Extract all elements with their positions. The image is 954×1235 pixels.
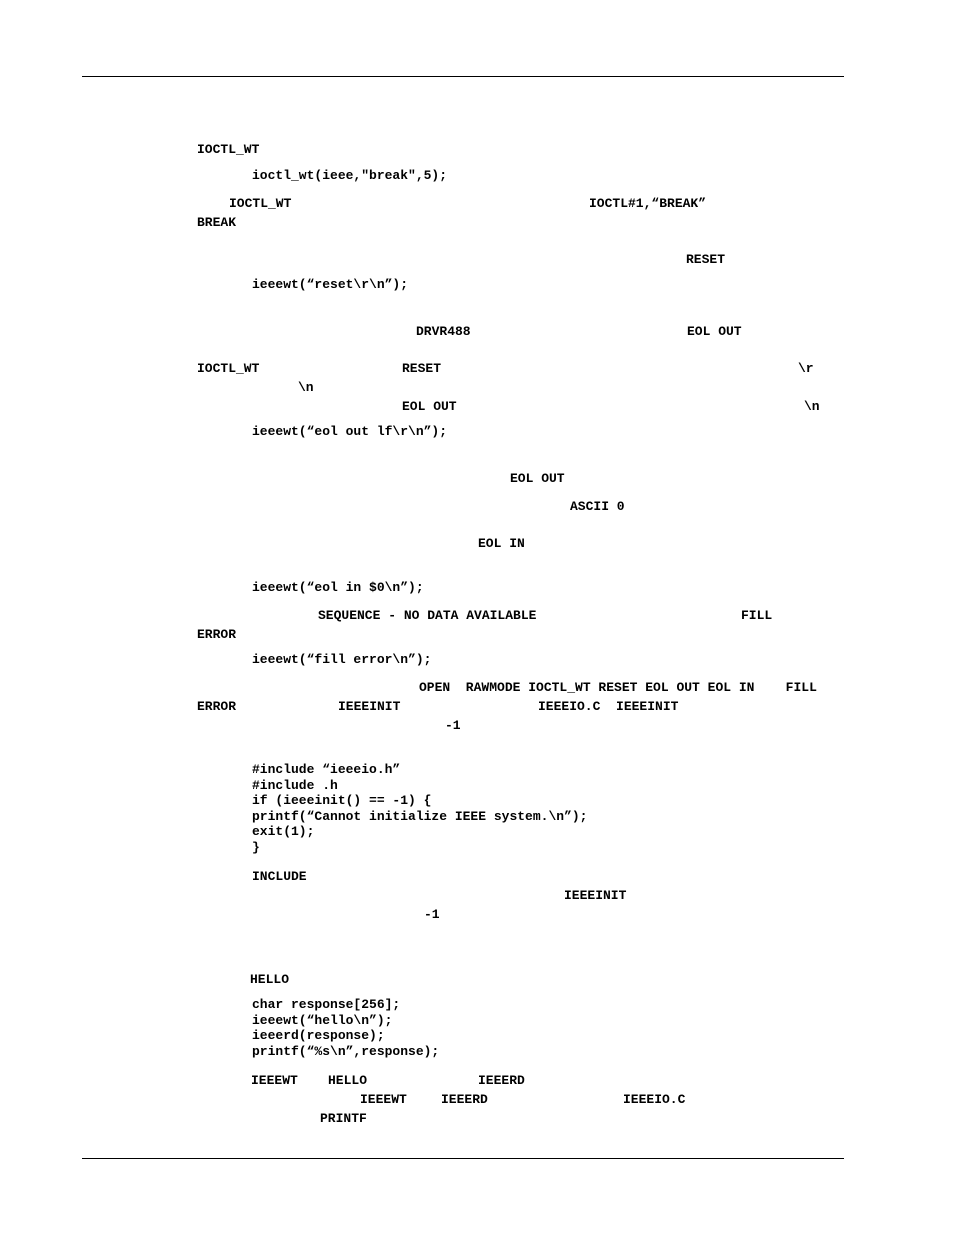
- ioctl-wt-ref: IOCTL_WT: [229, 196, 292, 211]
- code-hello: char response[256]; ieeewt(“hello\n”); ieeerd(response); printf(“%s\n”,response);: [252, 997, 440, 1060]
- code-ioctl-wt: ioctl_wt(ieee,"break",5);: [252, 168, 448, 183]
- ieeeio-ref: IEEEIO.C: [623, 1092, 686, 1107]
- hello-ref-2: HELLO: [328, 1073, 368, 1088]
- ieeeinit-ref-2: IEEEINIT: [564, 888, 627, 903]
- cr-ref: \r: [798, 361, 814, 376]
- ascii-ref: ASCII 0: [570, 499, 625, 514]
- lf-ref-1: \n: [298, 380, 314, 395]
- fill-ref: FILL: [741, 608, 773, 623]
- ieeeinit-ref-1: IEEEINIT: [338, 699, 401, 714]
- eol-out-ref-1: EOL OUT: [687, 324, 742, 339]
- code-include: #include “ieeeio.h” #include .h if (ieeeinit() == -1) { printf(“Cannot initialize IEEE system.\n”); exit(1); }: [252, 762, 588, 855]
- minus-one-ref-2: -1: [424, 907, 440, 922]
- footer-rule: [82, 1158, 844, 1159]
- code-eol-in: ieeewt(“eol in $0\n”);: [252, 580, 424, 595]
- drvr488-ref: DRVR488: [416, 324, 471, 339]
- header-rule: [82, 76, 844, 77]
- error-ref-2: ERROR: [197, 699, 237, 714]
- code-reset: ieeewt(“reset\r\n”);: [252, 277, 409, 292]
- code-eol-out: ieeewt(“eol out lf\r\n”);: [252, 424, 448, 439]
- ieeerd-ref-2: IEEERD: [441, 1092, 488, 1107]
- code-fill-error: ieeewt(“fill error\n”);: [252, 652, 432, 667]
- ioctl-wt-ref-2: IOCTL_WT: [197, 361, 260, 376]
- eol-in-ref: EOL IN: [478, 536, 525, 551]
- eol-out-ref-3: EOL OUT: [510, 471, 565, 486]
- ioctl-break-ref: IOCTL#1,“BREAK”: [589, 196, 707, 211]
- lf-ref-2: \n: [804, 399, 820, 414]
- command-list: OPEN RAWMODE IOCTL_WT RESET EOL OUT EOL IN FILL: [419, 680, 817, 695]
- error-ref: ERROR: [197, 627, 237, 642]
- ieeerd-ref-1: IEEERD: [478, 1073, 525, 1088]
- minus-one-ref-1: -1: [445, 718, 461, 733]
- reset-ref: RESET: [686, 252, 726, 267]
- ieeeio-init-ref: IEEEIO.C IEEEINIT: [538, 699, 679, 714]
- ioctl-wt-heading: IOCTL_WT: [197, 142, 260, 157]
- sequence-ref: SEQUENCE - NO DATA AVAILABLE: [318, 608, 537, 623]
- include-ref: INCLUDE: [252, 869, 307, 884]
- ieeewt-ref-2: IEEEWT: [360, 1092, 407, 1107]
- printf-ref: PRINTF: [320, 1111, 367, 1126]
- break-ref: BREAK: [197, 215, 237, 230]
- hello-ref: HELLO: [250, 972, 290, 987]
- eol-out-ref-2: EOL OUT: [402, 399, 457, 414]
- ieeewt-ref-1: IEEEWT: [251, 1073, 298, 1088]
- reset-ref-2: RESET: [402, 361, 442, 376]
